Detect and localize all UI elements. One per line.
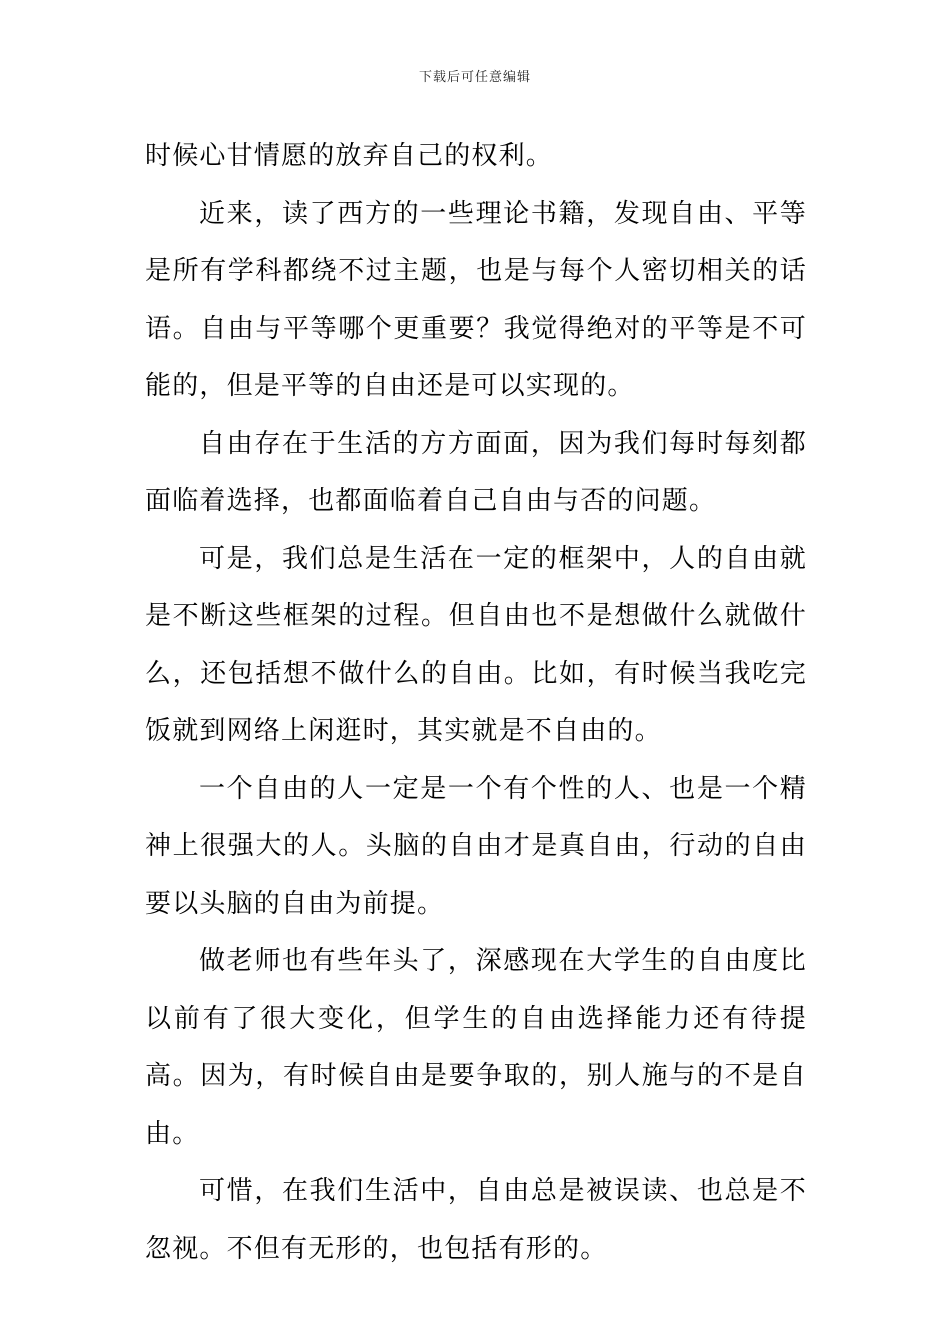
document-body — [145, 128, 807, 1278]
paragraph: 可是，我们总是生活在一定的框架中，人的自由就是不断这些框架的过程。但自由也不是想做什么就做什么，还包括想不做什么的自由。比如，有时候当我吃完饭就到网络上闲逛时，其实就是不自由的。 — [145, 543, 807, 746]
paragraph: 近来，读了西方的一些理论书籍，发现自由、平等是所有学科都绕不过主题，也是与每个人密切相关的话语。自由与平等哪个更重要？我觉得绝对的平等是不可能的，但是平等的自由还是可以实现的。 — [145, 198, 807, 401]
paragraph: 可惜，在我们生活中，自由总是被误读、也总是不忽视。不但有无形的，也包括有形的。 — [145, 1176, 807, 1264]
paragraph: 做老师也有些年头了，深感现在大学生的自由度比以前有了很大变化，但学生的自由选择能力还有待提高。因为，有时候自由是要争取的，别人施与的不是自由。 — [145, 946, 807, 1149]
paragraph: 自由存在于生活的方方面面，因为我们每时每刻都面临着选择，也都面临着自己自由与否的问题。 — [145, 428, 807, 516]
page-header: 下载后可任意编辑 — [418, 70, 531, 85]
paragraph: 一个自由的人一定是一个有个性的人、也是一个精神上很强大的人。头脑的自由才是真自由，行动的自由要以头脑的自由为前提。 — [145, 773, 807, 919]
paragraph: 时候心甘情愿的放弃自己的权利。 — [145, 141, 554, 171]
